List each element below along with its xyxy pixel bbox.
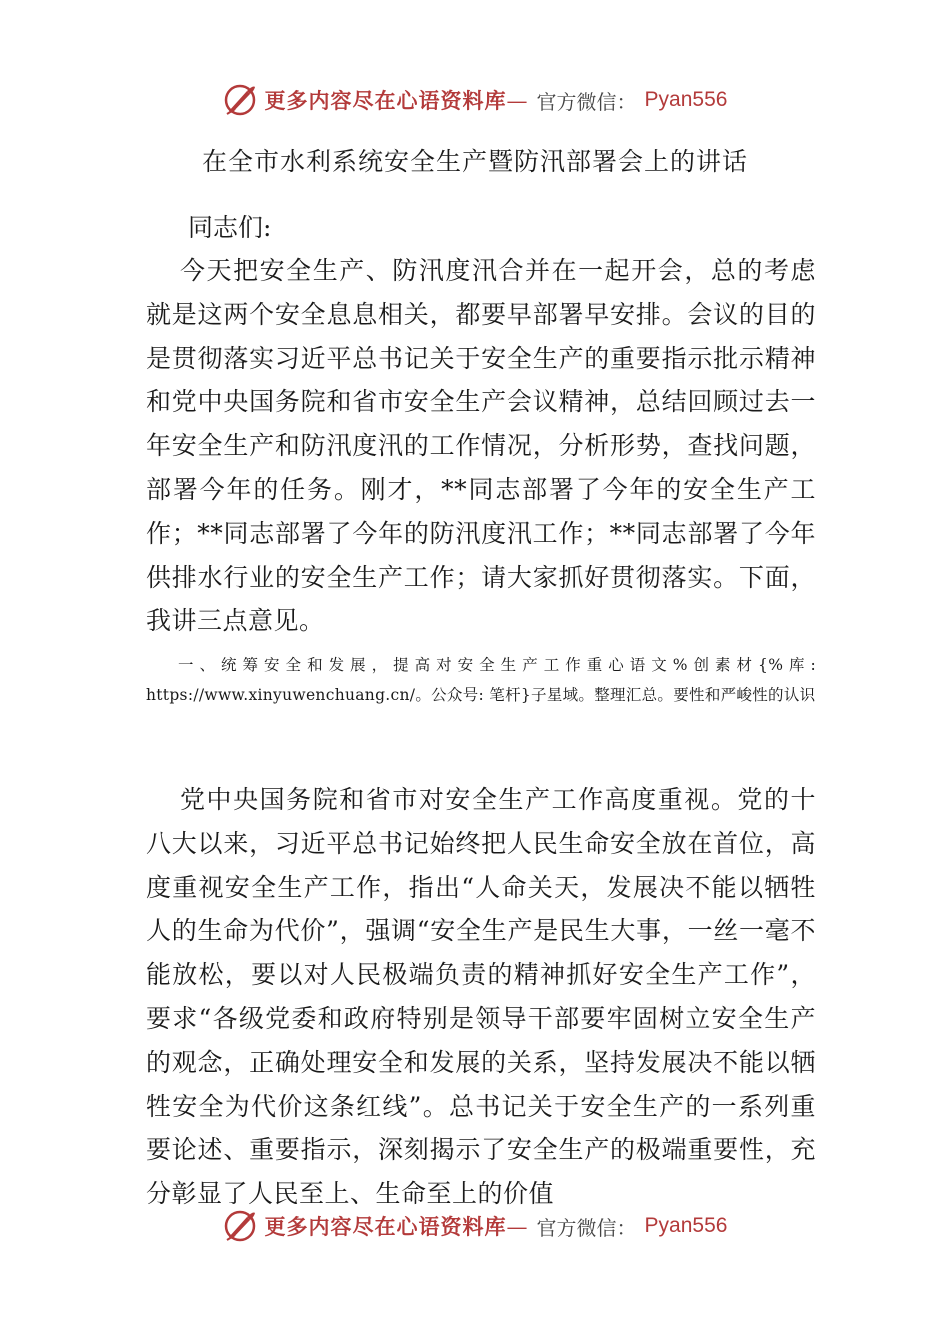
quill-pen-logo-icon (223, 83, 257, 117)
banner-promo-text: 更多内容尽在心语资料库— (264, 1214, 529, 1239)
banner-wechat-id: Pyan556 (644, 88, 728, 111)
body-paragraph-1: 今天把安全生产、防汛度汛合并在一起开会，总的考虑就是这两个安全息息相关，都要早部署早安排。会议的目的是贯彻落实习近平总书记关于安全生产的重要指示批示精神和党中央国务院和省市安全生产会议精神，总结回顾过去一年安全生产和防汛度汛的工作情况，分析形势，查找问题，部署今年的任务。刚才，**同志部署了今年的安全生产工作；**同志部署了今年的防汛度汛工作；**同志部署了今年供排水行业的安全生产工作；请大家抓好贯彻落实。下面，我讲三点意见。 (146, 256, 816, 636)
banner-wechat-label: 官方微信： (536, 89, 637, 114)
body-paragraph-2: 党中央国务院和省市对安全生产工作高度重视。党的十八大以来，习近平总书记始终把人民生命安全放在首位，高度重视安全生产工作，指出“人命关天，发展决不能以牺牲人的生命为代价”，强调“安全生产是民生大事，一丝一毫不能放松，要以对人民极端负责的精神抓好安全生产工作”，要求“各级党委和政府特别是领导干部要牢固树立安全生产的观念，正确处理安全和发展的关系，坚持发展决不能以牺牲安全为代价这条红线”。总书记关于安全生产的一系列重要论述、重要指示，深刻揭示了安全生产的极端重要性，充分彰显了人民至上、生命至上的价值 (146, 785, 816, 1209)
banner-wechat-id: Pyan556 (644, 1214, 728, 1237)
banner-wechat-label: 官方微信： (536, 1215, 637, 1240)
footer-watermark-banner (0, 1206, 950, 1246)
document-title: 在全市水利系统安全生产暨防汛部署会上的讲话 (201, 147, 748, 176)
quill-pen-logo-icon (223, 1209, 257, 1243)
section-heading-1: 一、统筹安全和发展，提高对安全生产工作重心语文%创素材{%库: https://www.xinyuwenchuang.cn/。公众号: 笔杆}子星域。整理汇总。要性和严峻性的认识 (146, 656, 816, 704)
header-watermark-banner (0, 80, 950, 120)
banner-promo-text: 更多内容尽在心语资料库— (264, 88, 529, 113)
salutation: 同志们: (188, 213, 272, 242)
